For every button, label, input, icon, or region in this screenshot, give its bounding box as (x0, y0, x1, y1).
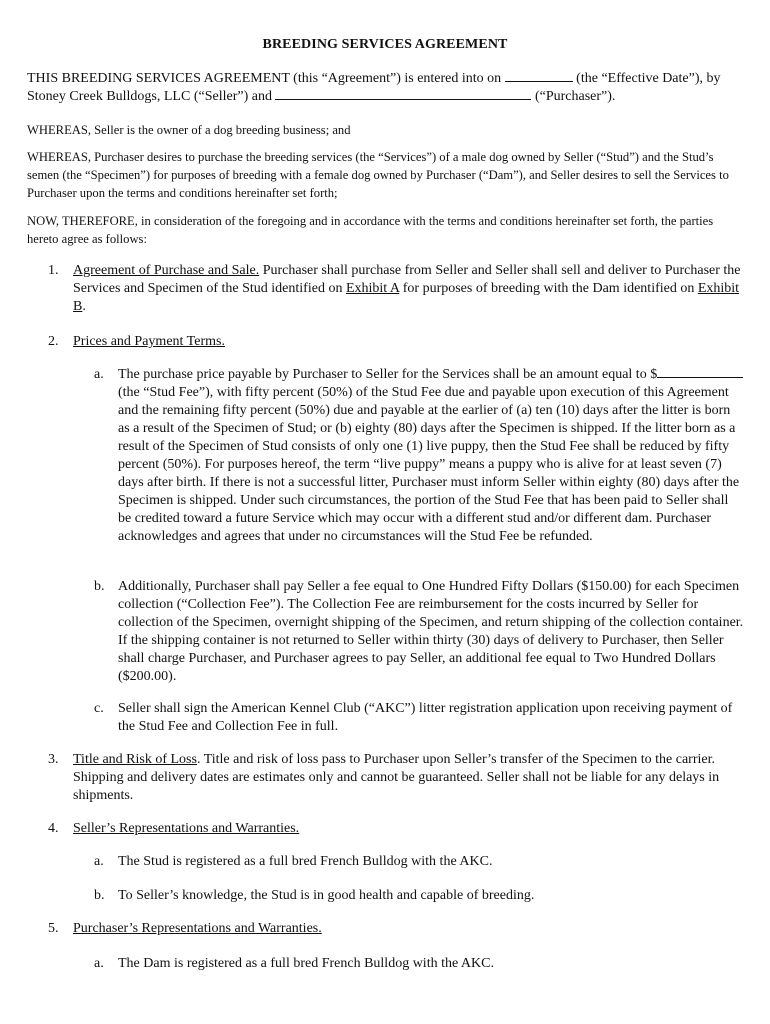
section-body (73, 820, 748, 838)
section-text: . (82, 299, 86, 314)
section-number: 5. (48, 921, 59, 936)
subsection-text: The Dam is registered as a full bred French Bulldog with the AKC. (118, 956, 494, 971)
stud-fee-blank[interactable] (657, 366, 743, 378)
intro-paragraph (27, 70, 747, 105)
section-body (73, 333, 748, 351)
subsection-text: Additionally, Purchaser shall pay Seller a fee equal to One Hundred Fifty Dollars ($150.00) for each Specimen collection (“Collection Fee”). The Collection Fee are reimbursement for the costs incurred by Seller for collection of the Specimen, overnight shipping of the Specimen, and return shipping of the collection container. If the shipping container is not returned to Seller within thirty (30) days of delivery to Purchaser, then Seller shall charge Purchaser, and Purchaser agrees to pay Seller, an additional fee equal to Two Hundred Dollars ($200.00). (118, 579, 744, 684)
intro-text-1: THIS BREEDING SERVICES AGREEMENT (this “Agreement”) is entered into on (27, 71, 505, 86)
section-text: for purposes of breeding with the Dam identified on (399, 281, 698, 296)
section-2 (48, 333, 748, 351)
section-1 (48, 262, 748, 316)
section-text: . Title and risk of loss pass to Purchaser upon Seller’s transfer of the Specimen to the carrier. Shipping and delivery dates are estimates only and cannot be guaranteed. Seller shall not be liable for any delays in shipments. (73, 752, 720, 803)
section-number: 4. (48, 821, 59, 836)
section-number: 2. (48, 334, 59, 349)
subsection-2b (94, 578, 744, 686)
intro-text-3: (“Purchaser”). (531, 89, 616, 104)
subsection-text: (the “Stud Fee”), with fifty percent (50%) of the Stud Fee due and payable upon execution of this Agreement and the remaining fifty percent (50%) due and payable at the earlier of (a) ten (10) days after the litter is born as a result of the Specimen of Stud; or (b) eighty (80) days after the Specimen is shipped. If the litter born as a result of the Specimen of Stud consists of only one (1) live puppy, then the Stud Fee shall be reduced by fifty percent (50%). For purposes hereof, the term “live puppy” means a puppy who is alive for at least seven (7) days after birth. If there is not a successful litter, Purchaser must inform Seller within eighty (80) days after the Specimen is shipped. Under such circumstances, the portion of the Stud Fee that has been paid to Seller shall be credited toward a future Service which may occur with a different stud and/or different dam. Purchaser acknowledges and agrees that under no circumstances will the Stud Fee be refunded. (118, 385, 740, 544)
exhibit-a-reference: Exhibit A (345, 281, 400, 296)
section-heading: Agreement of Purchase and Sale. (73, 263, 260, 278)
recital-purchase: WHEREAS, Purchaser desires to purchase the breeding services (the “Services”) of a male dog owned by Seller (“Stud”) and the Stud’s semen (the “Specimen”) for purposes of breeding with a female dog owned by Purchaser (“Dam”), and Seller desires to sell the Services to Purchaser upon the terms and conditions hereinafter set forth; (27, 150, 729, 200)
section-heading: Seller’s Representations and Warranties. (73, 821, 300, 836)
section-body (73, 262, 748, 316)
section-body (73, 920, 748, 938)
subsection-letter: c. (94, 701, 104, 716)
document-title: BREEDING SERVICES AGREEMENT (262, 37, 508, 52)
section-heading: Title and Risk of Loss (73, 752, 197, 767)
recital-now-therefore: NOW, THEREFORE, in consideration of the foregoing and in accordance with the terms and conditions hereinafter set forth, the parties hereto agree as follows: (27, 214, 714, 246)
subsection-2c (94, 700, 744, 736)
section-body (73, 751, 748, 805)
section-heading: Prices and Payment Terms. (73, 334, 225, 349)
subsection-letter: a. (94, 367, 104, 382)
subsection-text: The purchase price payable by Purchaser to Seller for the Services shall be an amount equal to $ (118, 367, 658, 382)
subsection-4b (94, 887, 744, 905)
recital-owner: WHEREAS, Seller is the owner of a dog breeding business; and (27, 123, 351, 137)
effective-date-blank[interactable] (505, 70, 573, 82)
section-5 (48, 920, 748, 938)
subsection-letter: a. (94, 956, 104, 971)
subsection-2a (94, 366, 744, 546)
exhibit-b-reference: Exhibit B (73, 281, 740, 314)
subsection-5a (94, 955, 744, 973)
subsection-text: Seller shall sign the American Kennel Club (“AKC”) litter registration application upon receiving payment of the Stud Fee and Collection Fee in full. (118, 701, 733, 734)
section-number: 3. (48, 752, 59, 767)
subsection-4a (94, 853, 744, 871)
section-text: Purchaser shall purchase from Seller and Seller shall sell and deliver to Purchaser the Services and Specimen of the Stud identified on (73, 263, 741, 296)
section-3 (48, 751, 748, 805)
section-4 (48, 820, 748, 838)
section-number: 1. (48, 263, 59, 278)
subsection-text: To Seller’s knowledge, the Stud is in good health and capable of breeding. (118, 888, 535, 903)
subsection-text: The Stud is registered as a full bred French Bulldog with the AKC. (118, 854, 493, 869)
purchaser-name-blank[interactable] (275, 87, 531, 100)
subsection-letter: b. (94, 888, 105, 903)
subsection-letter: a. (94, 854, 104, 869)
subsection-body (118, 366, 744, 546)
section-heading: Purchaser’s Representations and Warranties. (73, 921, 322, 936)
intro-text-2: (the “Effective Date”), by Stoney Creek Bulldogs, LLC (“Seller”) and (27, 71, 721, 104)
subsection-letter: b. (94, 579, 105, 594)
